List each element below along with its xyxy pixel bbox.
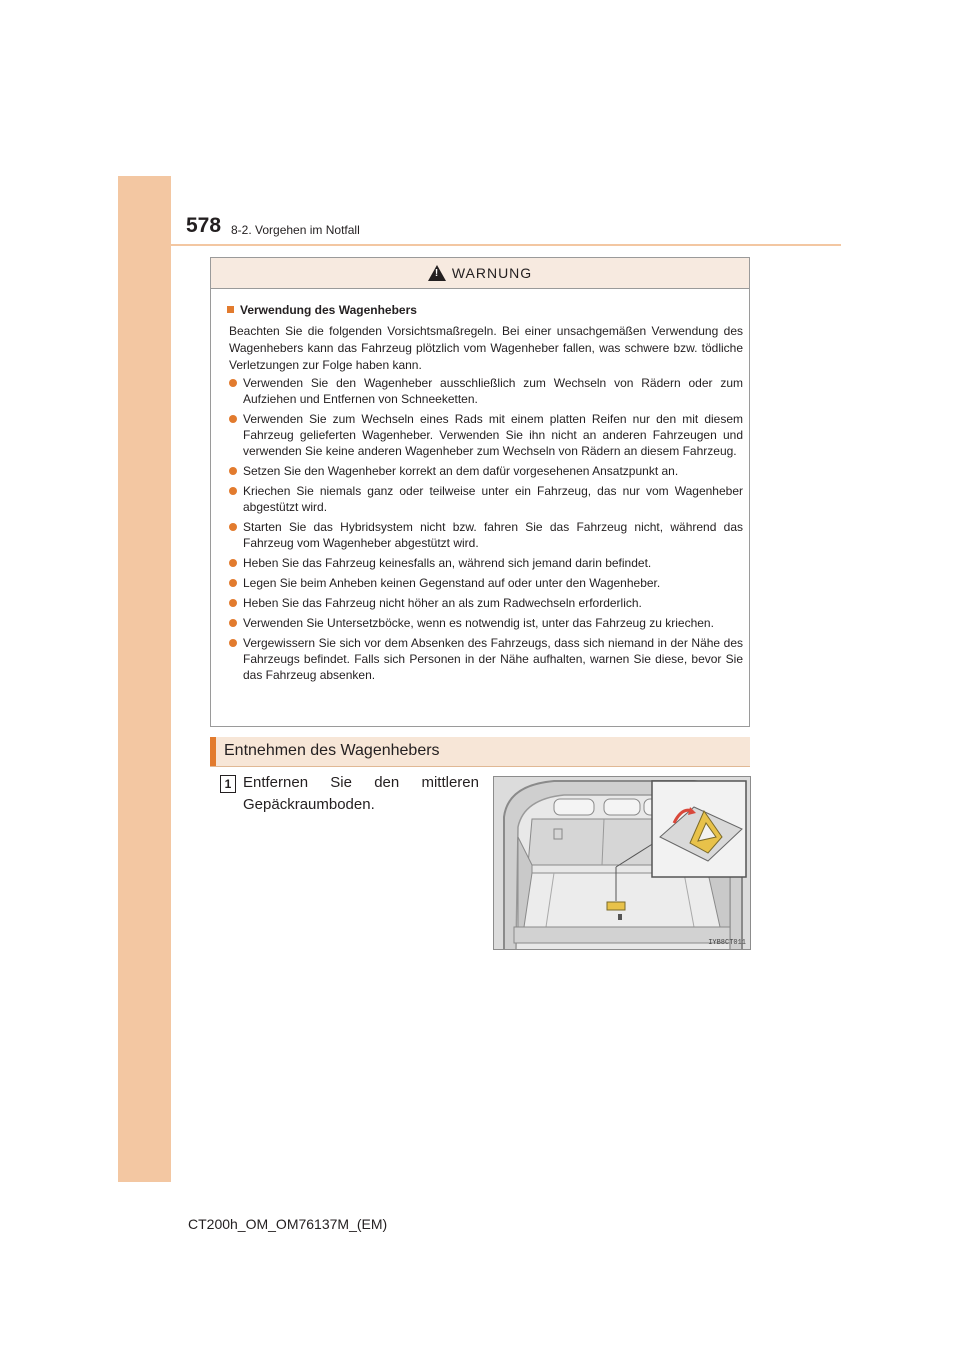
page-sidebar-tab <box>118 176 171 1182</box>
page-number: 578 <box>186 214 222 237</box>
list-item <box>229 555 743 571</box>
list-item <box>229 615 743 631</box>
step-number-badge: 1 <box>220 775 236 793</box>
list-item-text: Verwenden Sie den Wagenheber ausschließlich zum Wechseln von Rädern oder zum Aufziehen und Entfernen von Schneeketten. <box>243 376 743 406</box>
list-item-text: Kriechen Sie niemals ganz oder teilweise unter ein Fahrzeug, das nur vom Wagenheber abgestützt wird. <box>243 484 743 514</box>
list-item <box>229 575 743 591</box>
list-item-text: Vergewissern Sie sich vor dem Absenken des Fahrzeugs, dass sich niemand in der Nähe des Fahrzeugs befindet. Falls sich Personen in der Nähe aufhalten, warnen Sie diese, bevor Sie das Fahrzeug absenken. <box>243 636 743 682</box>
bullet-dot-icon <box>229 379 237 387</box>
square-bullet-icon <box>227 306 234 313</box>
luggage-compartment-illustration <box>493 776 751 950</box>
warning-bullet-list <box>229 375 743 687</box>
list-item <box>229 595 743 611</box>
list-item-text: Heben Sie das Fahrzeug nicht höher an als zum Radwechseln erforderlich. <box>243 596 642 610</box>
list-item-text: Setzen Sie den Wagenheber korrekt an dem dafür vorgesehenen Ansatzpunkt an. <box>243 464 679 478</box>
section-accent <box>210 737 216 766</box>
warning-title: WARNUNG <box>451 265 533 281</box>
list-item <box>229 519 743 551</box>
list-item-text: Verwenden Sie Untersetzböcke, wenn es notwendig ist, unter das Fahrzeug zu kriechen. <box>243 616 714 630</box>
bullet-dot-icon <box>229 619 237 627</box>
cargo-area-drawing <box>494 777 750 949</box>
warning-header <box>211 258 749 289</box>
warning-icon: ! <box>428 265 446 281</box>
bullet-dot-icon <box>229 467 237 475</box>
list-item <box>229 463 743 479</box>
warning-section-title <box>227 303 417 317</box>
list-item <box>229 635 743 683</box>
bullet-dot-icon <box>229 639 237 647</box>
bullet-dot-icon <box>229 579 237 587</box>
bullet-dot-icon <box>229 487 237 495</box>
list-item <box>229 483 743 515</box>
list-item <box>229 411 743 459</box>
step-text: Entfernen Sie den mittleren Gepäckraumboden. <box>243 774 479 813</box>
bullet-dot-icon <box>229 559 237 567</box>
warning-intro: Beachten Sie die folgenden Vorsichtsmaßregeln. Bei einer unsachgemäßen Verwendung des Wagenhebers kann das Fahrzeug plötzlich vom Wagenheber fallen, was schwere bzw. tödliche Verletzungen zur Folge haben kann. <box>229 324 743 372</box>
list-item-text: Legen Sie beim Anheben keinen Gegenstand auf oder unter den Wagenheber. <box>243 576 661 590</box>
warning-section-title-text: Verwendung des Wagenhebers <box>240 303 417 317</box>
list-item-text: Starten Sie das Hybridsystem nicht bzw. fahren Sie das Fahrzeug nicht, während das Fahrzeug vom Wagenheber abgestützt wird. <box>243 520 743 550</box>
warning-box <box>210 257 750 727</box>
document-code: CT200h_OM_OM76137M_(EM) <box>188 1216 388 1232</box>
header-rule <box>171 244 841 246</box>
list-item <box>229 375 743 407</box>
section-title: Entnehmen des Wagenhebers <box>224 742 440 759</box>
bullet-dot-icon <box>229 599 237 607</box>
list-item-text: Verwenden Sie zum Wechseln eines Rads mit einem platten Reifen nur den mit diesem Fahrzeug gelieferten Wagenheber. Verwenden Sie ihn nicht an anderen Fahrzeugen und verwenden Sie keine anderen Wagenheber zum Wechseln von Rädern an diesem Fahrzeug. <box>243 412 743 458</box>
chapter-title: 8-2. Vorgehen im Notfall <box>231 223 360 237</box>
bullet-dot-icon <box>229 523 237 531</box>
list-item-text: Heben Sie das Fahrzeug keinesfalls an, während sich jemand darin befindet. <box>243 556 652 570</box>
figure-id: IYB8CT011 <box>708 939 746 947</box>
section-heading-bar <box>210 737 750 767</box>
bullet-dot-icon <box>229 415 237 423</box>
warning-body <box>211 289 749 725</box>
